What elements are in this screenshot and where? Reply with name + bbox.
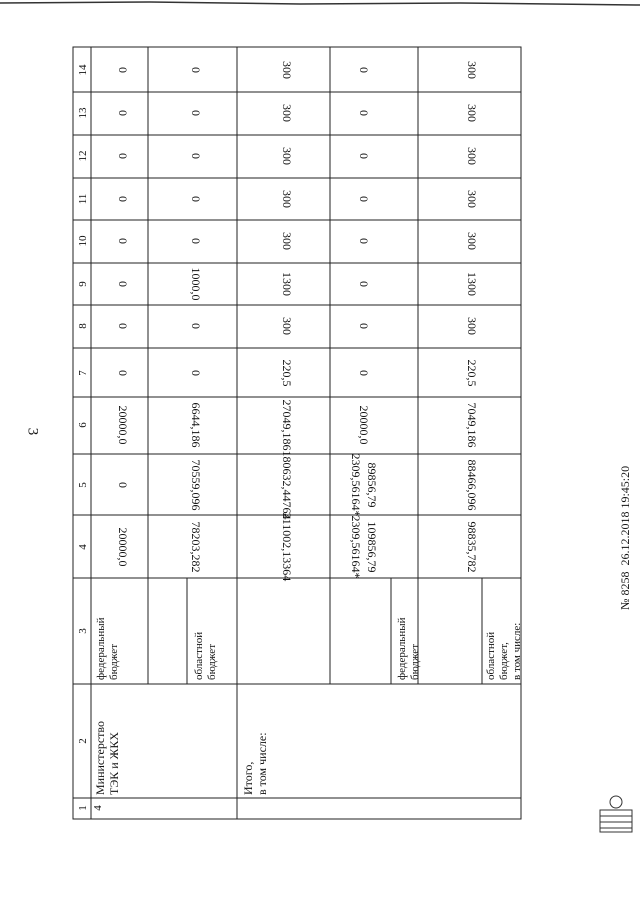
cell-r1-c4: 20000,0 — [116, 527, 130, 567]
cell-r4-c4a: 109856,79 — [365, 521, 379, 573]
cell-r4-c14: 0 — [357, 67, 371, 73]
cell-r2-c6: 6644,186 — [189, 402, 203, 448]
col-num-3: 3 — [77, 628, 89, 634]
cell-r2-c13: 0 — [189, 110, 203, 116]
cell-r4-c13: 0 — [357, 110, 371, 116]
column-number-headers — [77, 64, 89, 811]
cell-r1-c14: 0 — [116, 67, 130, 73]
col-num-9: 9 — [77, 281, 89, 287]
cell-r2-c11: 0 — [189, 196, 203, 202]
cell-r3-c14: 300 — [280, 61, 294, 79]
cell-r5-c4: 98835,782 — [465, 521, 479, 573]
cell-r4-c6: 20000,0 — [357, 405, 371, 445]
cell-r1-c5: 0 — [116, 482, 130, 488]
cell-r3-c7: 220,5 — [280, 359, 294, 387]
col-num-2: 2 — [77, 738, 89, 744]
cell-r5-c14: 300 — [465, 61, 479, 79]
cell-r1-c12: 0 — [116, 153, 130, 159]
cell-r1-c8: 0 — [116, 323, 130, 329]
cell-r5-c6: 7049,186 — [465, 402, 479, 448]
cell-r3-c6: 27049,186 — [280, 399, 294, 451]
source-reg-2: областнойбюджет,в том числе: — [485, 622, 523, 680]
source-fed-1: федеральныйбюджет — [95, 617, 120, 680]
cell-r3-c10: 300 — [280, 232, 294, 250]
col-num-13: 13 — [77, 107, 89, 119]
cell-r3-c9: 1300 — [280, 272, 294, 296]
col-num-1: 1 — [77, 805, 89, 811]
cell-r5-c12: 300 — [465, 147, 479, 165]
col-num-6: 6 — [77, 422, 89, 428]
cell-r2-c8: 0 — [189, 323, 203, 329]
col-num-14: 14 — [77, 64, 89, 76]
cell-r5-c13: 300 — [465, 104, 479, 122]
cell-r2-c10: 0 — [189, 238, 203, 244]
cell-r5-c7: 220,5 — [465, 359, 479, 387]
cell-r2-c4: 78203,282 — [189, 521, 203, 573]
row-number: 4 — [92, 805, 104, 811]
cell-r3-c12: 300 — [280, 147, 294, 165]
col-num-11: 11 — [77, 193, 89, 205]
col-num-5: 5 — [77, 482, 89, 488]
source-reg-1: областнойбюджет — [193, 631, 218, 680]
cell-r3-c4: 211002,13364 — [280, 512, 294, 582]
cell-r4-c12: 0 — [357, 153, 371, 159]
registration-stamp-text — [618, 466, 633, 610]
cell-r4-c11: 0 — [357, 196, 371, 202]
entity-ministry: Министерство ТЭК и ЖКХ — [93, 721, 121, 795]
cell-r5-c9: 1300 — [465, 272, 479, 296]
cell-r1-c13: 0 — [116, 110, 130, 116]
col-num-8: 8 — [77, 323, 89, 329]
cell-r1-c6: 20000,0 — [116, 405, 130, 445]
cell-r4-c4b: 2309,56164* — [349, 515, 363, 579]
cell-r4-c5b: 2309,56164* — [349, 453, 363, 517]
cell-r3-c8: 300 — [280, 317, 294, 335]
page-number: 3 — [24, 427, 41, 436]
cell-r4-c5a: 89856,79 — [365, 462, 379, 508]
col-num-4: 4 — [77, 544, 89, 550]
cell-r3-c13: 300 — [280, 104, 294, 122]
cell-r3-c5: 180632,44764 — [280, 450, 294, 520]
cell-r3-c11: 300 — [280, 190, 294, 208]
cell-r4-c10: 0 — [357, 238, 371, 244]
cell-r2-c7: 0 — [189, 370, 203, 376]
reg-mark: № 8258 — [618, 571, 632, 610]
cell-r5-c11: 300 — [465, 190, 479, 208]
cell-r1-c7: 0 — [116, 370, 130, 376]
cell-r1-c10: 0 — [116, 238, 130, 244]
cell-r4-c9: 0 — [357, 281, 371, 287]
cell-r4-c7: 0 — [357, 370, 371, 376]
cell-r2-c14: 0 — [189, 67, 203, 73]
cell-r2-c9: 1000,0 — [189, 267, 203, 301]
source-fed-2: федеральныйбюджет — [396, 617, 421, 680]
reg-datetime: 26.12.2018 19:45:20 — [618, 465, 632, 566]
cell-r1-c9: 0 — [116, 281, 130, 287]
entity-total: Итого, в том числе: — [241, 732, 269, 795]
cell-r5-c8: 300 — [465, 317, 479, 335]
registry-seal-logo — [596, 790, 636, 838]
cell-r2-c12: 0 — [189, 153, 203, 159]
cell-r5-c5: 88466,096 — [465, 459, 479, 511]
cell-r1-c11: 0 — [116, 196, 130, 202]
cell-r5-c10: 300 — [465, 232, 479, 250]
cell-r4-c8: 0 — [357, 323, 371, 329]
col-num-7: 7 — [77, 370, 89, 376]
cell-r2-c5: 70559,096 — [189, 459, 203, 511]
col-num-10: 10 — [77, 235, 89, 247]
col-num-12: 12 — [77, 150, 89, 162]
